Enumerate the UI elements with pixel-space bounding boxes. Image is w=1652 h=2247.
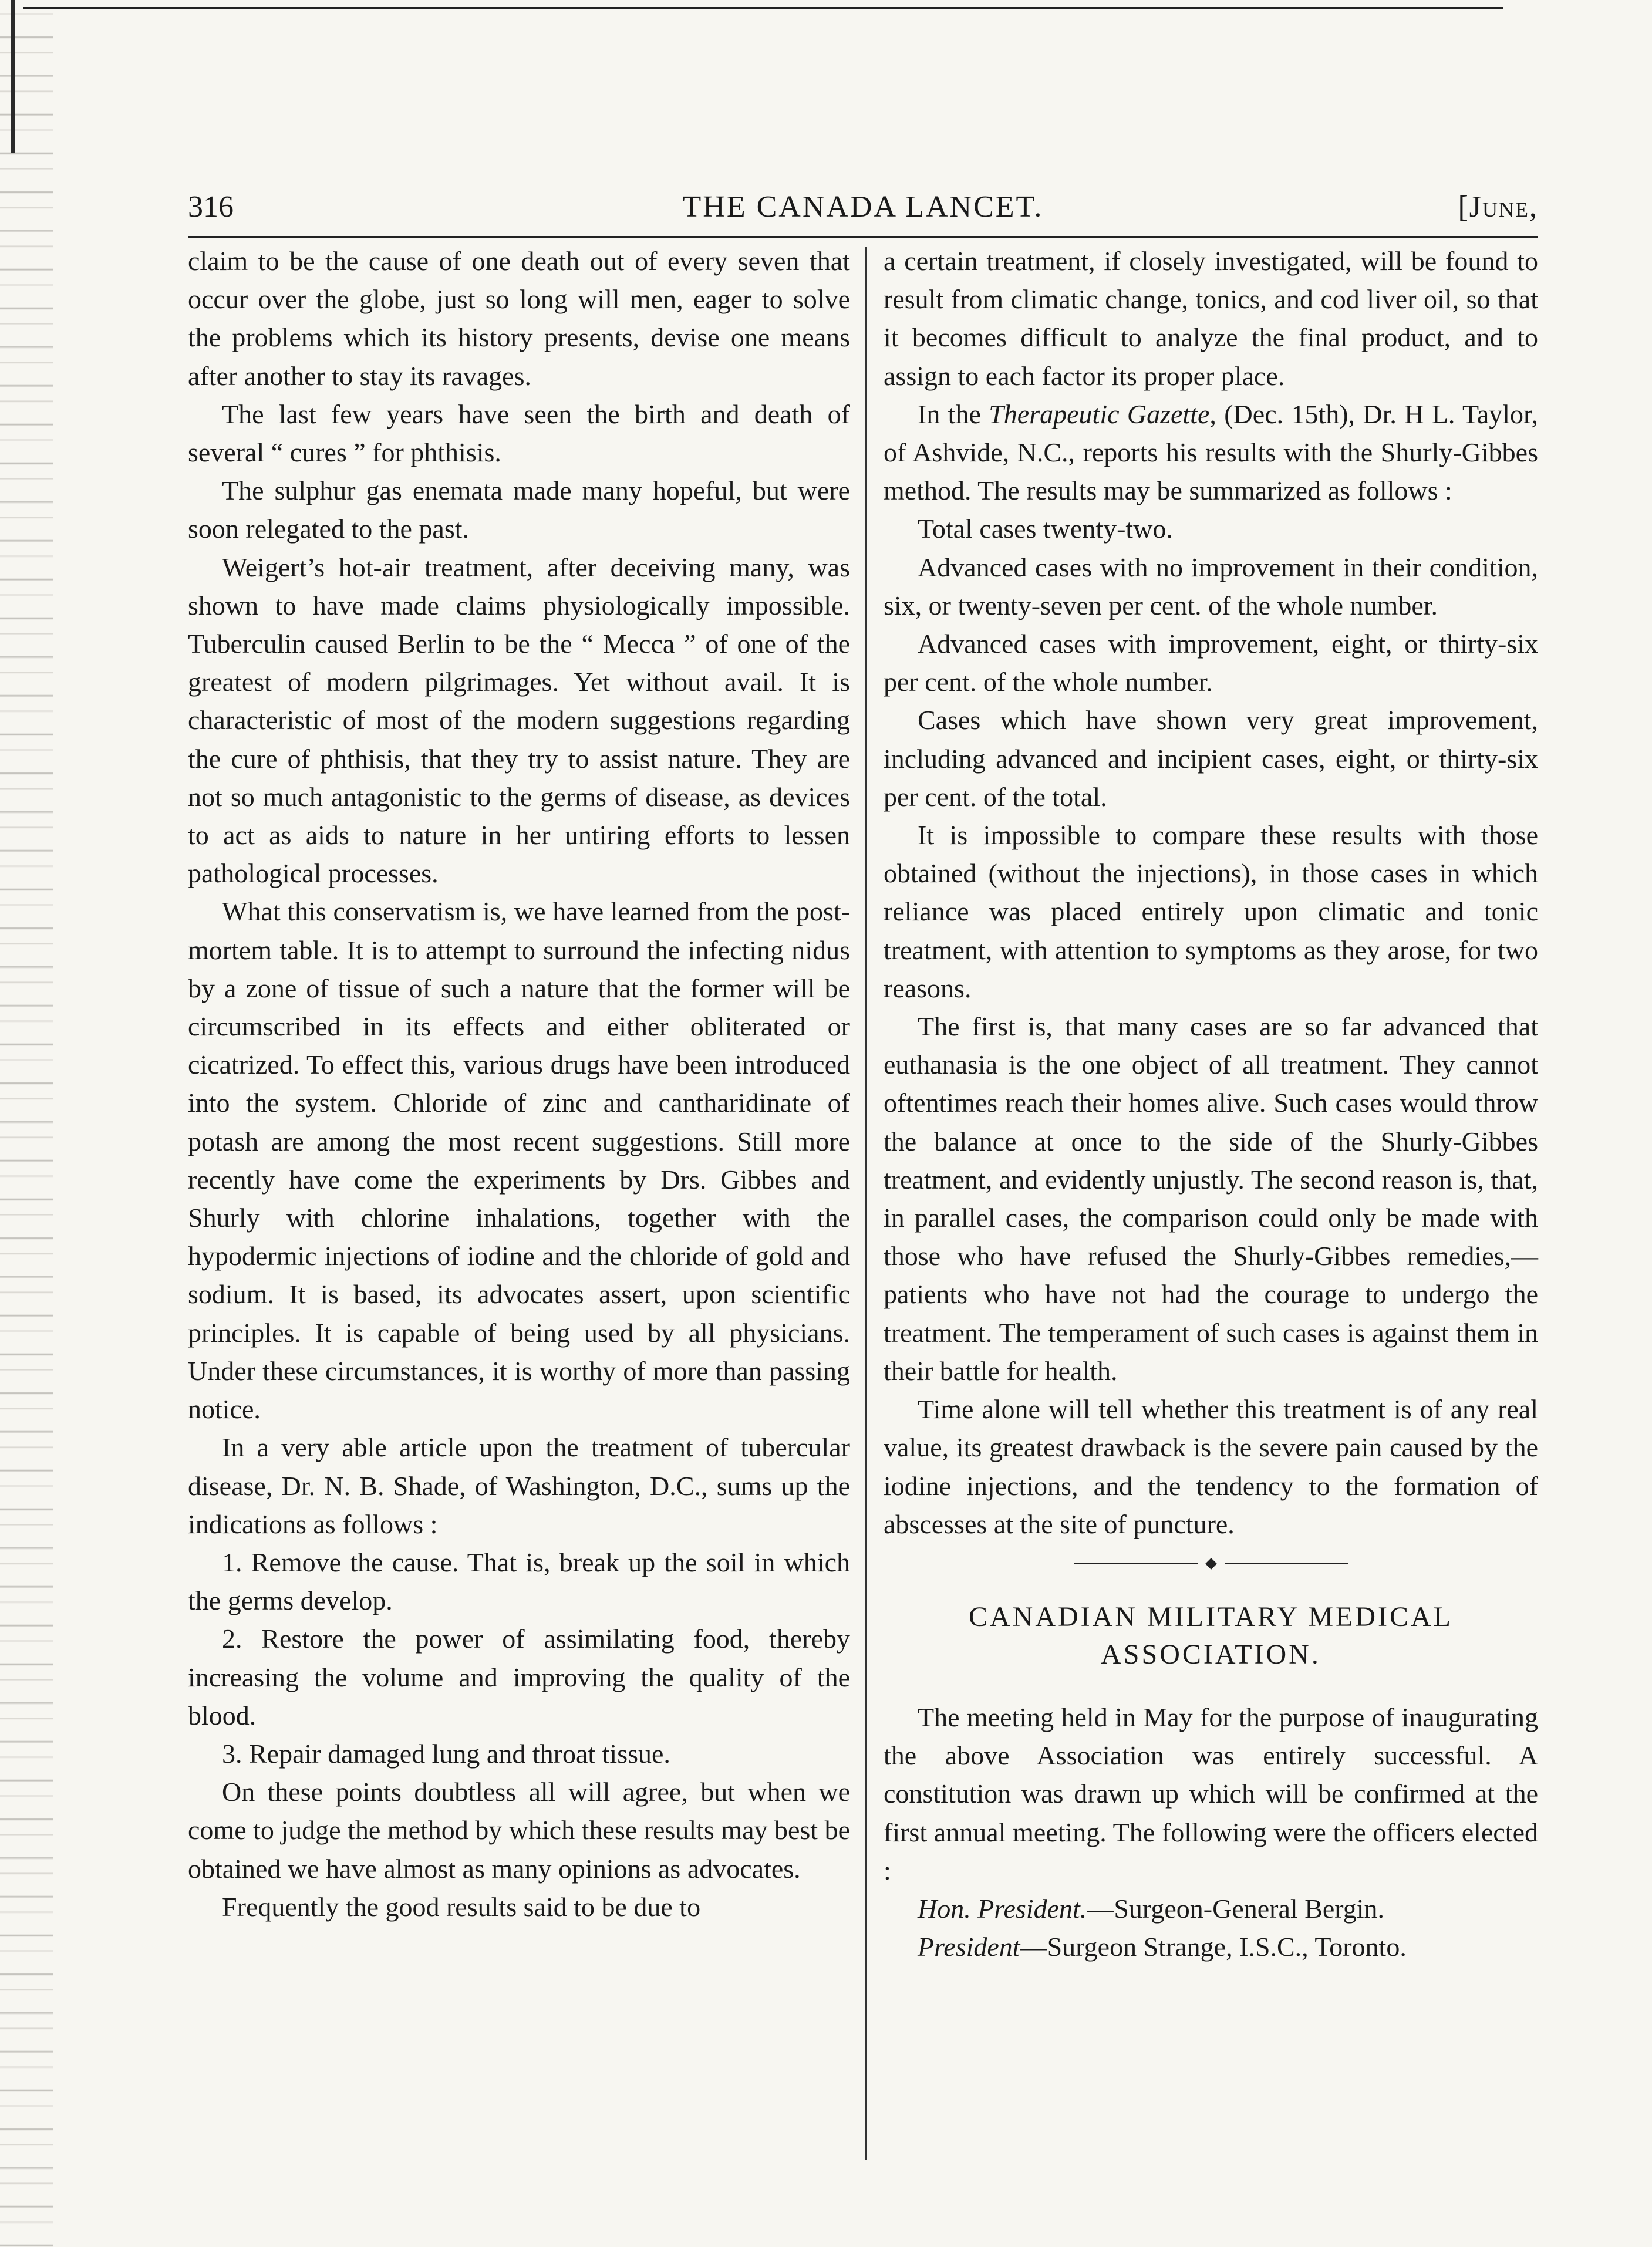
paragraph: It is impossible to compare these results with those obtained (without the injections), in those cases in which reliance was placed entirely upon climatic and tonic treatment, with attention to symptoms as they arose, for two reasons. (884, 820, 1538, 1003)
officer-title: President (918, 1932, 1020, 1962)
page-number: 316 (188, 190, 234, 224)
journal-title: THE CANADA LANCET. (682, 190, 1044, 224)
paragraph: a certain treatment, if closely investigated, will be found to result from climatic change, tonics, and cod liver oil, so that it becomes difficult to analyze the final product, and to assign to each factor its proper place. (884, 246, 1538, 391)
paragraph: On these points doubtless all will agree, but when we come to judge the method by which these results may best be obtained we have almost as many opinions as advocates. (188, 1777, 851, 1884)
section-heading: CANADIAN MILITARY MEDICAL ASSOCIATION. (969, 1601, 1453, 1670)
paragraph: The meeting held in May for the purpose of inaugurating the above Association was entirely successful. A constitution was drawn up which will be confirmed at the first annual meeting. The following were the officers elected : (884, 1702, 1538, 1885)
text-span: In the (918, 399, 989, 429)
officer-name: —Surgeon-General Bergin. (1087, 1893, 1385, 1924)
list-item: 3. Repair damaged lung and throat tissue. (222, 1738, 670, 1769)
page-top-rule (23, 7, 1503, 9)
diamond-icon (1205, 1558, 1217, 1570)
running-header (188, 187, 1538, 234)
officer-title: Hon. President. (918, 1893, 1087, 1924)
header-rule (188, 236, 1538, 238)
paragraph: Time alone will tell whether this treatment is of any real value, its greatest drawback is the severe pain caused by the iodine injections, and the tendency to the formation of abscesses at the site of puncture. (884, 1394, 1538, 1539)
section-ornament (884, 1543, 1538, 1584)
ornament-line (1074, 1563, 1198, 1564)
ornament-line (1225, 1563, 1348, 1564)
binding-edge (11, 0, 15, 153)
officer-entry (884, 1928, 1538, 1966)
paragraph: Weigert’s hot-air treatment, after deceiving many, was shown to have made claims physiologically impossible. Tuberculin caused Berlin to be the “ Mecca ” of one of the greatest of modern pilgrimages. Yet without avail. It is characteristic of most of the modern suggestions regarding the cure of phthisis, that they try to assist nature. They are not so much antagonistic to the germs of disease, as devices to act as aids to nature in her untiring efforts to lessen pathological processes. (188, 552, 850, 889)
paragraph-gazette (884, 395, 1538, 510)
text-span: (Dec. 15th), Dr. H L. Taylor, of Ashvide, N.C., reports his results with the Shurly-Gibbes method. The results may be summarized as follows : (884, 399, 1539, 506)
paragraph: What this conservatism is, we have learned from the post-mortem table. It is to attempt to surround the infecting nidus by a zone of tissue of such a nature that the former will be circumscribed in its effects and either obliterated or cicatrized. To effect this, various drugs have been introduced into the system. Chloride of zinc and cantharidinate of potash are among the most recent suggestions. Still more recently have come the experiments by Drs. Gibbes and Shurly with chlorine inhalations, together with the hypodermic injections of iodine and the chloride of gold and sodium. It is based, its advocates assert, upon scientific principles. It is capable of being used by all physicians. Under these circumstances, it is worthy of more than passing notice. (188, 896, 850, 1425)
paragraph: The last few years have seen the birth and death of several “ cures ” for phthisis. (188, 399, 850, 468)
paragraph: Advanced cases with no improvement in their condition, six, or twenty-seven per cent. of the whole number. (884, 552, 1538, 620)
paragraph: The first is, that many cases are so far advanced that euthanasia is the one object of all treatment. They cannot oftentimes reach their homes alive. Such cases would throw the balance at once to the side of the Shurly-Gibbes treatment, and evidently unjustly. The second reason is, that, in parallel cases, the comparison could only be made with those who have refused the Shurly-Gibbes remedies,—patients who have not had the courage to undergo the treatment. The temperament of such cases is against them in their battle for health. (884, 1011, 1538, 1386)
paragraph: In a very able article upon the treatment of tubercular disease, Dr. N. B. Shade, of Washington, D.C., sums up the indications as follows : (188, 1432, 850, 1539)
column-divider (865, 247, 867, 2160)
journal-name-italic: Therapeutic Gazette, (989, 399, 1216, 429)
right-column (884, 242, 1538, 1966)
issue-month: [June, (1458, 190, 1538, 224)
page-binding-shadow (0, 0, 53, 2247)
officer-entry (884, 1890, 1538, 1928)
officer-name: —Surgeon Strange, I.S.C., Toronto. (1020, 1932, 1407, 1962)
left-column (188, 242, 850, 1926)
paragraph: The sulphur gas enemata made many hopeful, but were soon relegated to the past. (188, 475, 850, 544)
list-item: 2. Restore the power of assimilating food, thereby increasing the volume and improving the quality of the blood. (188, 1624, 850, 1730)
paragraph: Frequently the good results said to be due to (222, 1891, 701, 1922)
list-item: 1. Remove the cause. That is, break up the soil in which the germs develop. (188, 1547, 850, 1616)
paragraph: Advanced cases with improvement, eight, or thirty-six per cent. of the whole number. (884, 629, 1538, 697)
paragraph: Cases which have shown very great improvement, including advanced and incipient cases, eight, or thirty-six per cent. of the total. (884, 705, 1538, 812)
paragraph: Total cases twenty-two. (918, 514, 1173, 544)
paragraph: claim to be the cause of one death out of every seven that occur over the globe, just so long will men, eager to solve the problems which its history presents, devise one means after another to stay its ravages. (188, 246, 850, 391)
